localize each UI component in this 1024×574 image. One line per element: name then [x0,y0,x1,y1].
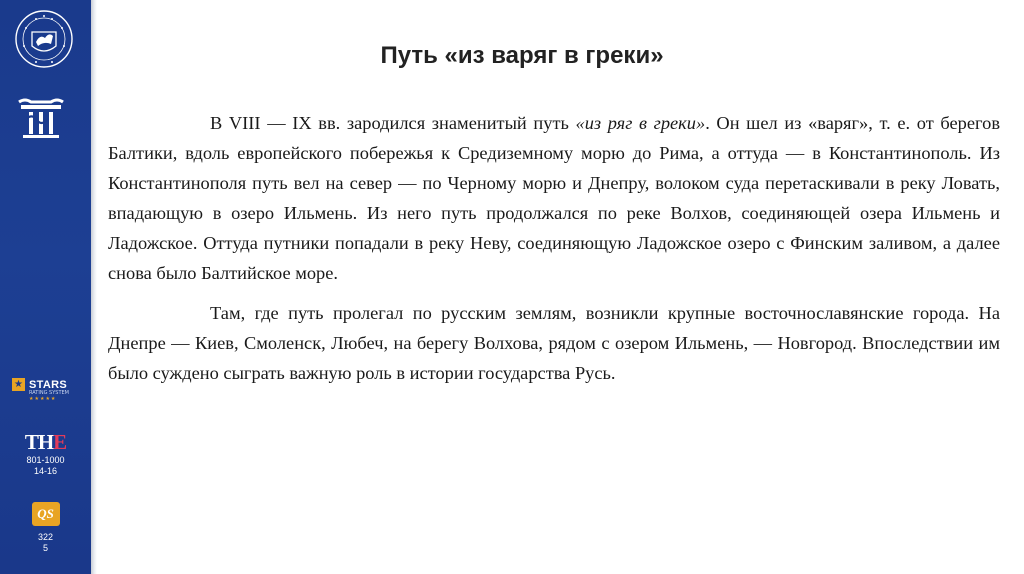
paragraph-1: В VIII — IX вв. зародился знаменитый путь «из ряг в греки». Он шел из «варяг», т. е. от берегов Балтики, вдоль европейского побережья к Средиземному морю до Рима, а оттуда — в Константинополь. Из Константинополя путь вел на север — по Черному морю и Днепру, волоком суда перетаскивали в реку Ловать, впадающую в озеро Ильмень. Из него путь продолжался по реке Волхов, соединяющей озера Ильмень и Ладожское. Оттуда путники попадали в реку Неву, соединяющую Ладожское озеро с Финским заливом, а далее снова было Балтийское море. [108,113,1001,283]
qs-logo: QS [32,502,60,526]
slide-body [108,108,1000,398]
stars-rating-stars: ★★★★★ [29,396,57,402]
qs-rank: 322 [37,532,54,542]
column-emblem-icon [15,96,67,140]
the-rank-year: 14-16 [33,466,58,476]
paragraph-2: Там, где путь пролегал по русским землям, возникли крупные восточнославянские города. На Днепре — Киев, Смоленск, Любеч, на берегу Волхова, рядом с озером Ильмень, — Новгород. Впоследствии им было суждено сыграть важную роль в истории государства Русь. [108,303,1000,383]
stars-label: STARS [29,378,67,391]
stars-star-icon: ★ [12,378,25,391]
qs-rank-sub: 5 [42,543,48,553]
slide-title: Путь «из варяг в греки» [380,42,664,69]
stars-rating-badge [12,378,80,414]
stars-sub-label: RATING SYSTEM [29,390,69,396]
the-rank-range: 801-1000 [26,455,65,465]
route-name-emphasis: «из ряг в греки» [575,113,706,133]
sidebar [0,0,91,574]
the-logo: THE [24,430,67,454]
the-ranking-badge [0,430,91,477]
sidebar-divider [91,0,97,574]
qs-ranking-badge [0,502,91,554]
